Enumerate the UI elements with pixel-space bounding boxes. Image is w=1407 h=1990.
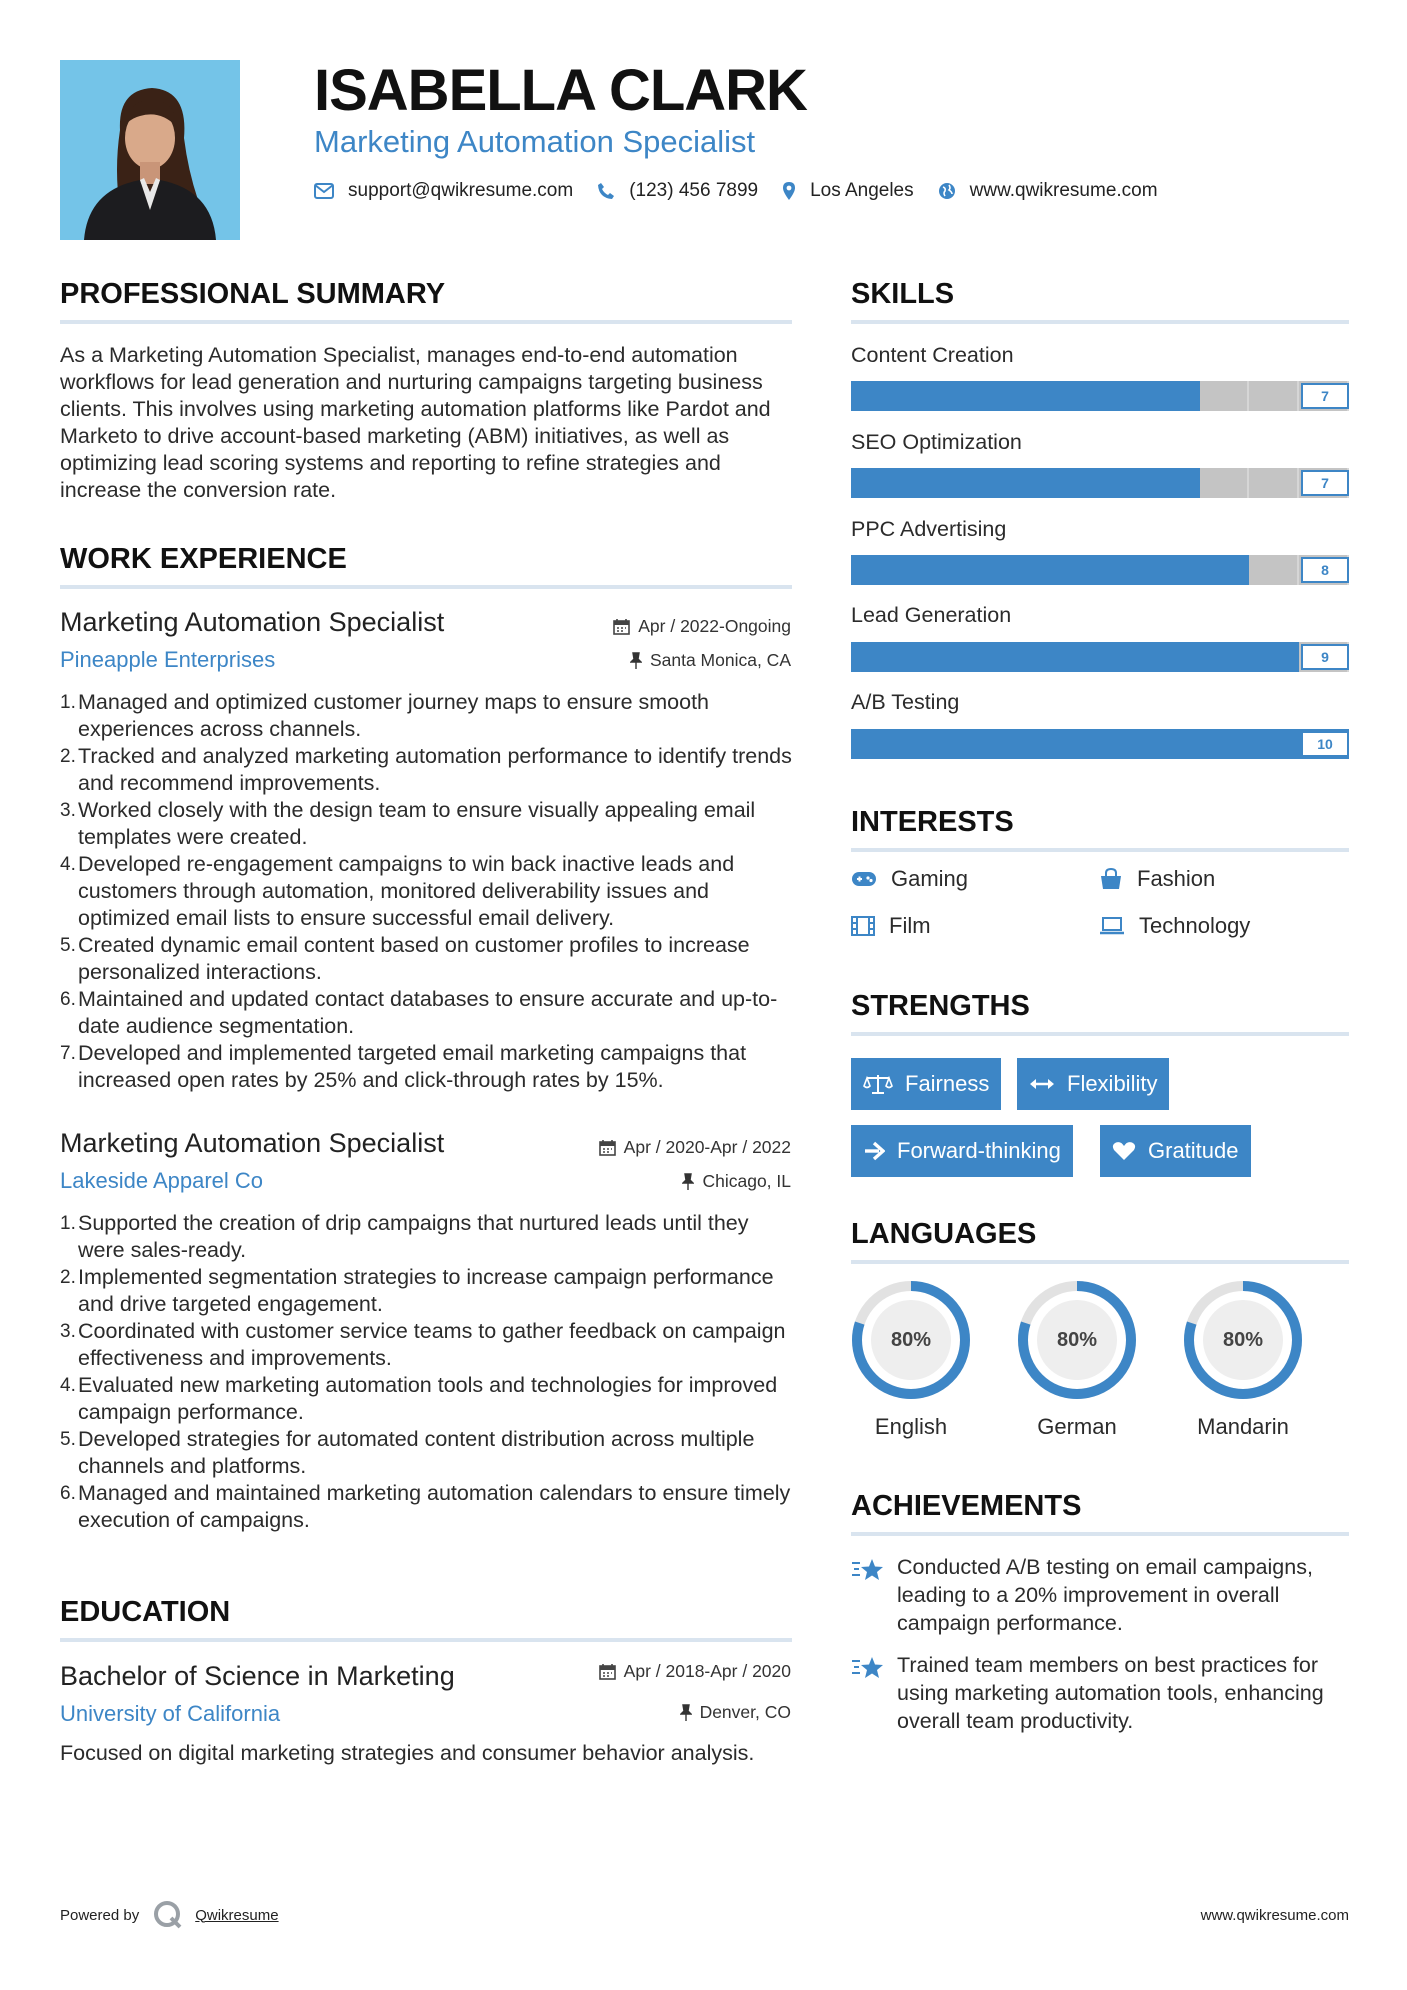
pushpin-icon bbox=[680, 1704, 692, 1722]
education-divider bbox=[60, 1638, 792, 1642]
interests-divider bbox=[851, 848, 1349, 852]
skills-divider bbox=[851, 320, 1349, 324]
degree-title: Bachelor of Science in Marketing bbox=[60, 1661, 455, 1691]
language-percent: 80% bbox=[1056, 1328, 1098, 1351]
achievement-text: Trained team members on best practices for using marketing automation tools, enhancing overall team productivity. bbox=[897, 1653, 1324, 1733]
shopping-bag-icon bbox=[1099, 868, 1123, 890]
calendar-icon bbox=[599, 1663, 616, 1680]
skill-bar bbox=[851, 642, 1349, 672]
job-title: Marketing Automation Specialist bbox=[60, 1128, 445, 1158]
skill-label: PPC Advertising bbox=[851, 517, 1007, 541]
interest-label: Film bbox=[889, 913, 931, 938]
strength-tag bbox=[1017, 1058, 1169, 1110]
achievement-text: Conducted A/B testing on email campaigns, leading to a 20% improvement in overall campaign performance. bbox=[897, 1555, 1313, 1635]
candidate-role: Marketing Automation Specialist bbox=[314, 124, 756, 159]
arrows-horizontal-icon bbox=[1029, 1077, 1055, 1091]
education-dates-text: Apr / 2018-Apr / 2020 bbox=[623, 1661, 791, 1681]
list-item: Tracked and analyzed marketing automation performance to identify trends and recommend improvements. bbox=[78, 744, 792, 795]
list-item: Coordinated with customer service teams to gather feedback on campaign effectiveness and improvements. bbox=[78, 1319, 786, 1370]
skill-level-badge: 8 bbox=[1301, 557, 1349, 583]
language-name: Mandarin bbox=[1197, 1414, 1289, 1439]
interest-item bbox=[1099, 866, 1215, 892]
contact-website[interactable] bbox=[938, 180, 1158, 202]
qwikresume-link[interactable]: Qwikresume bbox=[195, 1906, 279, 1924]
website-text: www.qwikresume.com bbox=[969, 180, 1158, 201]
list-item: Supported the creation of drip campaigns that nurtured leads until they were sales-ready. bbox=[78, 1211, 749, 1262]
skill-bar-fill bbox=[851, 381, 1200, 411]
pushpin-icon bbox=[630, 652, 642, 670]
list-item: Developed strategies for automated content distribution across multiple channels and platforms. bbox=[78, 1427, 755, 1478]
contact-location bbox=[782, 180, 914, 202]
map-pin-icon bbox=[782, 181, 796, 201]
achievements-divider bbox=[851, 1532, 1349, 1536]
job-title: Marketing Automation Specialist bbox=[60, 607, 445, 637]
email-text: support@qwikresume.com bbox=[348, 180, 574, 201]
language-ring bbox=[1015, 1278, 1139, 1402]
education-heading: EDUCATION bbox=[60, 1596, 231, 1628]
skill-label: SEO Optimization bbox=[851, 430, 1022, 454]
list-item: Managed and maintained marketing automation calendars to ensure timely execution of campaigns. bbox=[78, 1481, 791, 1532]
job-dates-text: Apr / 2022-Ongoing bbox=[638, 616, 791, 636]
film-icon bbox=[851, 916, 875, 936]
skill-level-badge: 7 bbox=[1301, 470, 1349, 496]
strength-label: Fairness bbox=[905, 1071, 990, 1096]
strengths-heading: STRENGTHS bbox=[851, 990, 1030, 1022]
skill-bar-fill bbox=[851, 729, 1349, 759]
interest-item bbox=[851, 866, 968, 892]
summary-text: As a Marketing Automation Specialist, manages end-to-end automation workflows for lead generation and nurturing campaigns targeting business clients. This involves using marketing automation platforms like Pardot and Marketo to drive account-based marketing (ABM) initiatives, as well as optimizing lead scoring systems and reporting to refine strategies and increase the conversion rate. bbox=[60, 343, 771, 502]
footer-powered-by bbox=[60, 1900, 279, 1930]
skill-level-badge: 9 bbox=[1301, 644, 1349, 670]
list-item: Managed and optimized customer journey maps to ensure smooth experiences across channels. bbox=[78, 690, 710, 741]
list-item: Developed and implemented targeted email marketing campaigns that increased open rates by 25% and click-through rates by 15%. bbox=[78, 1041, 747, 1092]
gamepad-icon bbox=[851, 870, 877, 888]
skills-heading: SKILLS bbox=[851, 278, 955, 310]
job-company: Lakeside Apparel Co bbox=[60, 1168, 264, 1193]
footer-website[interactable]: www.qwikresume.com bbox=[1200, 1907, 1349, 1924]
phone-icon bbox=[597, 182, 615, 200]
skill-bar bbox=[851, 729, 1349, 759]
shooting-star-icon bbox=[851, 1557, 885, 1583]
location-text: Los Angeles bbox=[810, 180, 914, 201]
pushpin-icon bbox=[682, 1173, 694, 1191]
strengths-divider bbox=[851, 1032, 1349, 1036]
experience-heading: WORK EXPERIENCE bbox=[60, 543, 347, 575]
contact-bar bbox=[314, 176, 1182, 206]
heart-icon bbox=[1112, 1141, 1136, 1161]
languages-heading: LANGUAGES bbox=[851, 1218, 1037, 1250]
language-ring bbox=[849, 1278, 973, 1402]
job-location bbox=[682, 1171, 791, 1192]
skill-bar-fill bbox=[851, 555, 1249, 585]
skill-level-badge: 10 bbox=[1301, 731, 1349, 757]
education-location bbox=[680, 1702, 791, 1723]
skill-label: Lead Generation bbox=[851, 603, 1012, 627]
job-bullets bbox=[60, 1210, 800, 1534]
strength-tag bbox=[1100, 1125, 1251, 1177]
job-company: Pineapple Enterprises bbox=[60, 647, 276, 672]
education-description: Focused on digital marketing strategies and consumer behavior analysis. bbox=[60, 1741, 755, 1765]
calendar-icon bbox=[599, 1139, 616, 1156]
language-item bbox=[1178, 1278, 1308, 1440]
envelope-icon bbox=[314, 183, 334, 199]
list-item: Maintained and updated contact databases to ensure accurate and up-to-date audience segmentation. bbox=[78, 987, 778, 1038]
interest-label: Gaming bbox=[891, 866, 969, 891]
interests-heading: INTERESTS bbox=[851, 806, 1014, 838]
achievement-item bbox=[851, 1553, 1351, 1637]
school-name: University of California bbox=[60, 1701, 281, 1726]
list-item: Evaluated new marketing automation tools and technologies for improved campaign performance. bbox=[78, 1373, 778, 1424]
skill-bar-fill bbox=[851, 642, 1299, 672]
job-location-text: Chicago, IL bbox=[702, 1171, 791, 1191]
job-bullets bbox=[60, 689, 800, 1094]
skill-label: A/B Testing bbox=[851, 690, 960, 714]
list-item: Worked closely with the design team to ensure visually appealing email templates were created. bbox=[78, 798, 756, 849]
shooting-star-icon bbox=[851, 1655, 885, 1681]
interest-label: Technology bbox=[1139, 913, 1251, 938]
calendar-icon bbox=[613, 618, 630, 635]
language-item bbox=[1012, 1278, 1142, 1440]
strength-tag bbox=[851, 1058, 1001, 1110]
strength-label: Gratitude bbox=[1148, 1138, 1239, 1163]
education-dates bbox=[599, 1661, 791, 1682]
language-name: German bbox=[1037, 1414, 1117, 1439]
strength-label: Forward-thinking bbox=[897, 1138, 1061, 1163]
skill-level-badge: 7 bbox=[1301, 383, 1349, 409]
language-name: English bbox=[874, 1414, 948, 1439]
portrait-image bbox=[60, 60, 240, 240]
phone-text: (123) 456 7899 bbox=[629, 180, 759, 201]
profile-photo bbox=[60, 60, 240, 240]
achievements-heading: ACHIEVEMENTS bbox=[851, 1490, 1082, 1522]
job-location bbox=[630, 650, 791, 671]
language-ring bbox=[1181, 1278, 1305, 1402]
skill-bar bbox=[851, 555, 1349, 585]
language-percent: 80% bbox=[1222, 1328, 1264, 1351]
skill-bar-fill bbox=[851, 468, 1200, 498]
strength-tag bbox=[851, 1125, 1073, 1177]
summary-heading: PROFESSIONAL SUMMARY bbox=[60, 278, 446, 310]
candidate-name: ISABELLA CLARK bbox=[314, 58, 807, 123]
language-percent: 80% bbox=[890, 1328, 932, 1351]
achievement-item bbox=[851, 1651, 1351, 1735]
strength-label: Flexibility bbox=[1067, 1071, 1158, 1096]
qwikresume-logo-icon bbox=[153, 1900, 183, 1930]
interest-item bbox=[1099, 913, 1250, 939]
globe-icon bbox=[938, 182, 956, 200]
laptop-icon bbox=[1099, 917, 1125, 935]
contact-email[interactable] bbox=[314, 180, 573, 202]
education-location-text: Denver, CO bbox=[699, 1702, 791, 1722]
job-location-text: Santa Monica, CA bbox=[649, 650, 791, 670]
balance-scale-icon bbox=[863, 1073, 893, 1095]
summary-divider bbox=[60, 320, 792, 324]
arrow-right-icon bbox=[863, 1141, 885, 1161]
experience-divider bbox=[60, 585, 792, 589]
list-item: Created dynamic email content based on customer profiles to increase personalized interactions. bbox=[78, 933, 750, 984]
skill-bar bbox=[851, 468, 1349, 498]
language-item bbox=[846, 1278, 976, 1440]
list-item: Implemented segmentation strategies to increase campaign performance and drive targeted engagement. bbox=[78, 1265, 774, 1316]
job-dates bbox=[599, 1137, 791, 1158]
job-dates-text: Apr / 2020-Apr / 2022 bbox=[623, 1137, 791, 1157]
interest-label: Fashion bbox=[1137, 866, 1216, 891]
interest-item bbox=[851, 913, 931, 939]
powered-by-text: Powered by bbox=[60, 1906, 140, 1924]
list-item: Developed re-engagement campaigns to win back inactive leads and customers through automation, monitored deliverability issues and optimized email lists to ensure successful email delivery. bbox=[78, 852, 735, 930]
languages-divider bbox=[851, 1260, 1349, 1264]
job-dates bbox=[613, 616, 791, 637]
contact-phone[interactable] bbox=[597, 180, 758, 202]
skill-label: Content Creation bbox=[851, 343, 1014, 367]
skill-bar bbox=[851, 381, 1349, 411]
